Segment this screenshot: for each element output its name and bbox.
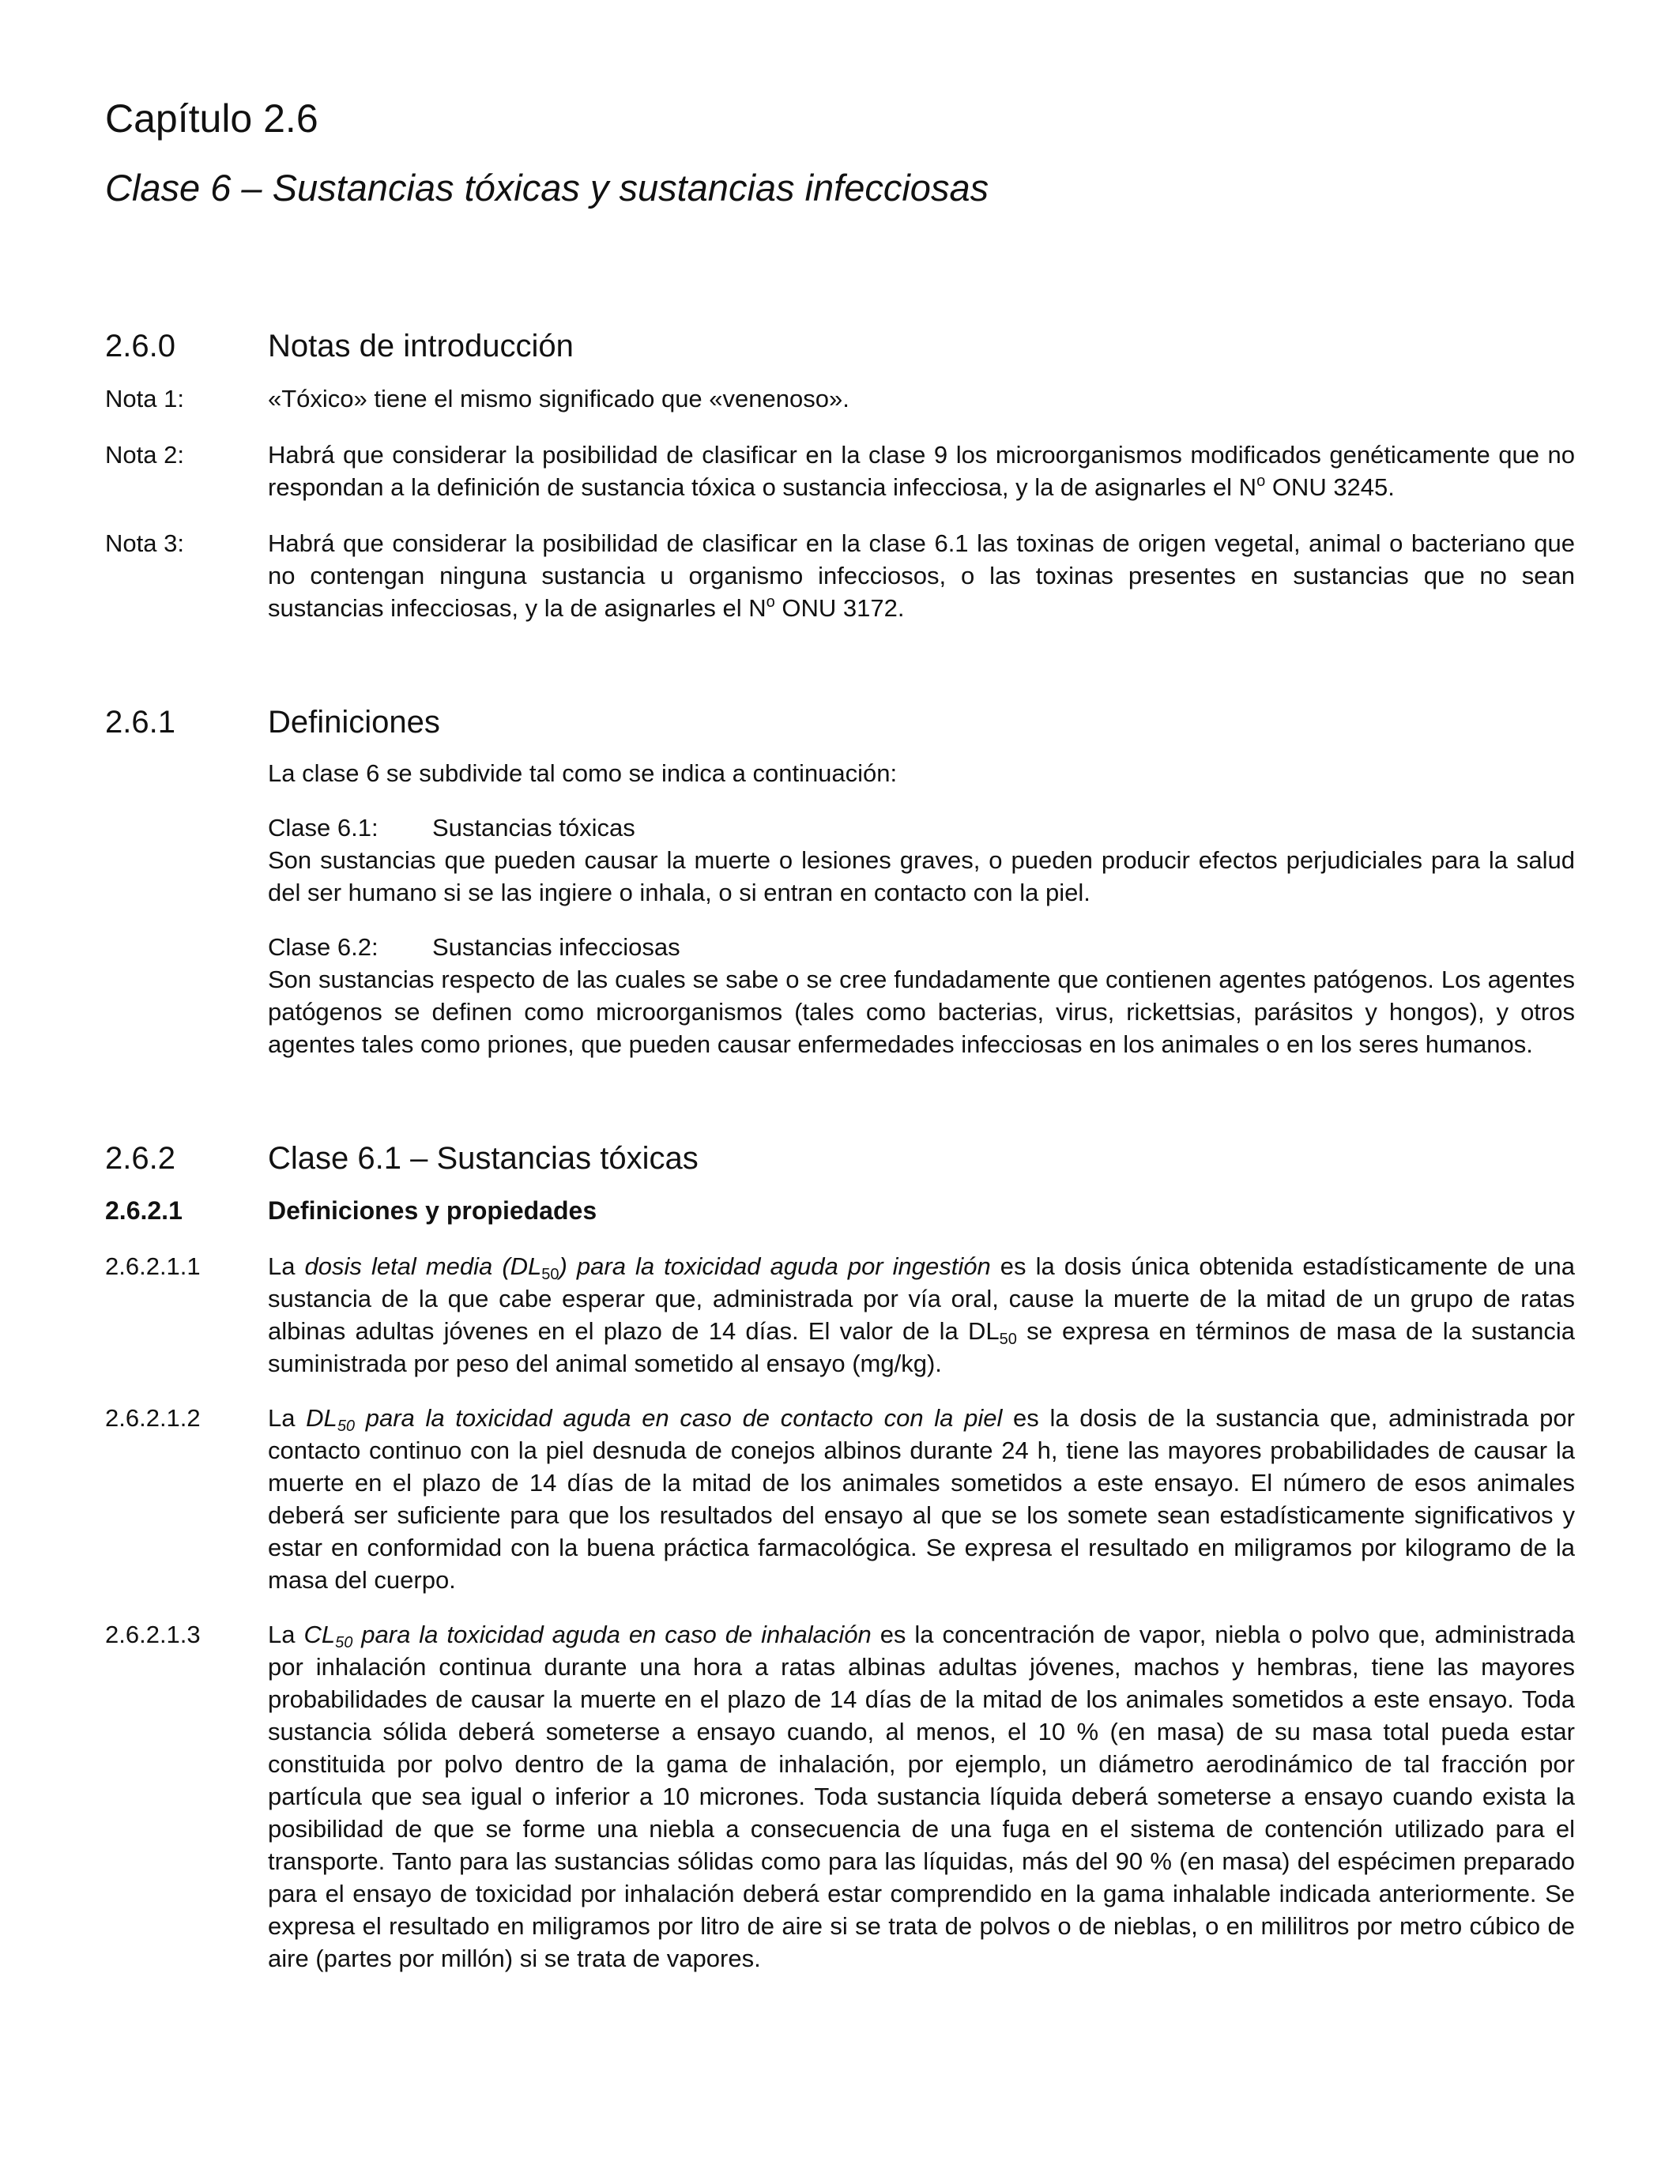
article-2-6-2-1-1	[105, 1250, 1575, 1380]
article-text: La $CL_{50}$ para la toxicidad aguda en caso de inhalación es la concentración de vapor, niebla o polvo que, administrada por inhalación continua durante una hora a ratas albinas adultas jóvenes, machos y hembras, tiene las mayores probabilidades de causar la muerte en el plazo de 14 días de la mitad de los animales sometidos a este ensayo. Toda sustancia sólida deberá someterse a ensayo cuando, al menos, el 10 % (en masa) de su masa total pueda estar constituida por polvo dentro de la gama de inhalación, por ejemplo, un diámetro aerodinámico de tal fracción por partícula que sea igual o inferior a 10 micrones. Toda sustancia líquida deberá someterse a ensayo cuando exista la posibilidad de que se forme una niebla a consecuencia de una fuga en el sistema de contención utilizado para el transporte. Tanto para las sustancias sólidas como para las líquidas, más del 90 % (en masa) del espécimen preparado para el ensayo de toxicidad por inhalación deberá estar comprendido en la gama inhalable indicada anteriormente. Se expresa el resultado en miligramos por litro de aire si se trata de polvos o de nieblas, o en mililitros por metro cúbico de aire (partes por millón) si se trata de vapores.	[268, 1620, 1575, 1972]
article-text: La dosis letal media $(DL_{50})$ para la toxicidad aguda por ingestión es la dosis única obtenida estadísticamente de una sustancia de la que cabe esperar que, administrada por vía oral, cause la muerte de la mitad de un grupo de ratas albinas adultas jóvenes en el plazo de 14 días. El valor de la $DL_{50}$ se expresa en términos de masa de la sustancia suministrada por peso del animal sometido al ensayo (mg/kg).	[268, 1252, 1575, 1377]
class-name: Sustancias tóxicas	[432, 814, 635, 842]
note-2	[105, 439, 1575, 503]
note-label: Nota 2:	[105, 441, 184, 469]
subsection-title: Definiciones y propiedades	[268, 1196, 597, 1226]
class-heading	[268, 931, 1575, 963]
subsection-number: 2.6.2.1	[105, 1196, 183, 1226]
chapter-title: Capítulo 2.6	[105, 96, 318, 141]
section-number: 2.6.2	[105, 1141, 175, 1177]
article-number: 2.6.2.1.1	[105, 1252, 201, 1280]
section-number: 2.6.1	[105, 705, 175, 740]
article-text: La $DL_{50}$ para la toxicidad aguda en caso de contacto con la piel es la dosis de la sustancia que, administrada por contacto continuo con la piel desnuda de conejos albinos durante 24 h, tiene las mayores probabilidades de causar la muerte en el plazo de 14 días de la mitad de los animales sometidos a este ensayo. El número de esos animales deberá ser suficiente para que los resultados del ensayo al que se los somete sean estadísticamente significativos y estar en conformidad con la buena práctica farmacológica. Se expresa el resultado en miligramos por kilogramo de la masa del cuerpo.	[268, 1403, 1575, 1594]
section-2-6-1-heading	[105, 703, 1575, 741]
note-text: «Tóxico» tiene el mismo significado que «venenoso».	[268, 385, 849, 413]
class-6-1-block	[105, 789, 1575, 909]
article-number: 2.6.2.1.3	[105, 1620, 201, 1648]
note-1	[105, 382, 1575, 415]
article-number: 2.6.2.1.2	[105, 1403, 201, 1432]
note-text: Habrá que considerar la posibilidad de clasificar en la clase 6.1 las toxinas de origen vegetal, animal o bacteriano que no contengan ninguna sustancia u organismo infecciosos, o las toxinas presentes en sustancias que no sean sustancias infecciosas, y la de asignarles el $N^o$ ONU 3172.	[268, 529, 1575, 623]
class-code: Clase 6.2:	[268, 933, 379, 962]
document-page	[105, 95, 1575, 1975]
section-title: Definiciones	[268, 705, 440, 740]
article-2-6-2-1-3	[105, 1618, 1575, 1975]
intro-text: La clase 6 se subdivide tal como se indica a continuación:	[268, 759, 898, 788]
class-6-2-block	[105, 909, 1575, 1060]
class-code: Clase 6.1:	[268, 814, 379, 842]
note-3	[105, 527, 1575, 624]
class-description: Son sustancias respecto de las cuales se sabe o se cree fundadamente que contienen agentes patógenos. Los agentes patógenos se definen como microorganismos (tales como bacterias, virus, rickettsias, parásitos y hongos), y otros agentes tales como priones, que pueden causar enfermedades infecciosas en los animales o en los seres humanos.	[268, 966, 1575, 1059]
note-text: Habrá que considerar la posibilidad de clasificar en la clase 9 los microorganismos modificados genéticamente que no respondan a la definición de sustancia tóxica o sustancia infecciosa, y la de asignarles el $N^o$ ONU 3245.	[268, 441, 1575, 502]
section-2-6-2-heading	[105, 1139, 1575, 1177]
class-description: Son sustancias que pueden causar la muerte o lesiones graves, o pueden producir efectos perjudiciales para la salud del ser humano si se las ingiere o inhala, o si entran en contacto con la piel.	[268, 846, 1575, 907]
class-heading	[268, 811, 1575, 844]
section-title: Clase 6.1 – Sustancias tóxicas	[268, 1141, 699, 1177]
class-name: Sustancias infecciosas	[432, 933, 680, 962]
article-2-6-2-1-2	[105, 1402, 1575, 1596]
definitions-intro	[105, 757, 1575, 789]
subsection-2-6-2-1-heading	[105, 1195, 1575, 1228]
section-number: 2.6.0	[105, 329, 175, 364]
note-label: Nota 3:	[105, 529, 184, 558]
note-label: Nota 1:	[105, 385, 184, 413]
section-2-6-0-heading	[105, 327, 1575, 365]
section-title: Notas de introducción	[268, 329, 574, 364]
chapter-subtitle: Clase 6 – Sustancias tóxicas y sustancias infecciosas	[105, 167, 989, 209]
